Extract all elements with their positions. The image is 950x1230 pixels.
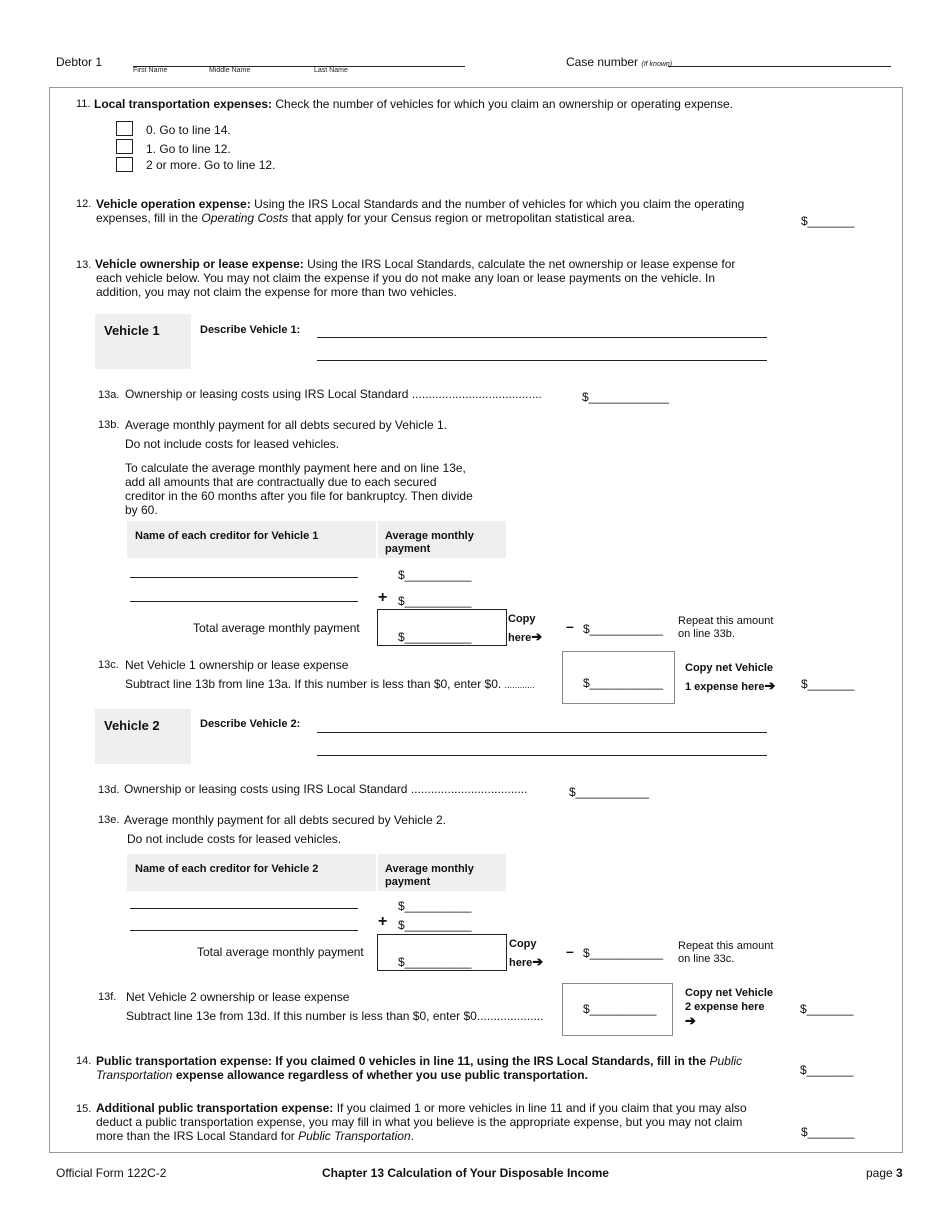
footer-title: Chapter 13 Calculation of Your Disposable Income	[322, 1166, 609, 1180]
checkbox-0-vehicles[interactable]	[116, 121, 133, 136]
line-13a-amount[interactable]: $____________	[582, 390, 669, 404]
total-label-v1: Total average monthly payment	[193, 621, 360, 635]
line-12-number: 12.	[76, 198, 92, 210]
line-13c-text: Net Vehicle 1 ownership or lease expense	[125, 658, 349, 672]
copy-net-v1-line2: 1 expense here➔	[685, 678, 776, 693]
right-arrow-icon: ➔	[531, 629, 543, 644]
describe-vehicle-2-label: Describe Vehicle 2:	[200, 718, 301, 730]
total-amount-v1[interactable]: $__________	[398, 630, 472, 644]
creditor-1-v2-amount[interactable]: $__________	[398, 899, 472, 913]
copy-label-v1: Copy	[508, 613, 536, 625]
debtor-name-field[interactable]	[133, 66, 465, 67]
first-name-caption: First Name	[133, 67, 168, 74]
line-15-text-a: Additional public transportation expense: If you claimed 1 or more vehicles in line 11 and if you claim that you may also	[96, 1101, 747, 1115]
vehicle-1-final-amount[interactable]: $_______	[801, 677, 855, 691]
copy-label-v2: Copy	[509, 938, 537, 950]
describe-vehicle-1-line-2[interactable]	[317, 360, 767, 361]
payment-column-header-v1-line2: payment	[385, 543, 431, 555]
creditor-2-v1-amount[interactable]: $__________	[398, 594, 472, 608]
minus-sign-v1: –	[566, 618, 574, 634]
checkbox-2-or-more-vehicles[interactable]	[116, 157, 133, 172]
right-arrow-icon: ➔	[685, 1013, 696, 1028]
calc-instruction-4: by 60.	[125, 503, 158, 517]
creditor-column-header-v1: Name of each creditor for Vehicle 1	[135, 530, 319, 542]
checkbox-1-vehicle[interactable]	[116, 139, 133, 154]
line-14-number: 14.	[76, 1055, 92, 1067]
payment-column-header-v2-line1: Average monthly	[385, 863, 474, 875]
line-11-text: Local transportation expenses: Check the number of vehicles for which you claim an ownership or operating expense.	[94, 97, 733, 111]
right-arrow-icon: ➔	[532, 954, 544, 969]
last-name-caption: Last Name	[314, 67, 348, 74]
repeat-text-v2-line1: Repeat this amount	[678, 940, 774, 952]
describe-vehicle-2-line-2[interactable]	[317, 755, 767, 756]
line-12-text-b: expenses, fill in the Operating Costs that apply for your Census region or metropolitan statistical area.	[96, 211, 635, 225]
calc-instruction-2: add all amounts that are contractually due to each secured	[125, 475, 437, 489]
line-12-amount[interactable]: $_______	[801, 214, 855, 228]
creditor-1-v2-field[interactable]	[130, 908, 358, 909]
line-13b-number: 13b.	[98, 419, 120, 431]
line-13c-number: 13c.	[98, 659, 119, 671]
total-label-v2: Total average monthly payment	[197, 945, 364, 959]
minus-amount-v2[interactable]: $___________	[583, 946, 664, 960]
copy-net-v2-line2: 2 expense here	[685, 1001, 765, 1013]
creditor-2-v1-field[interactable]	[130, 601, 358, 602]
line-13e-text: Average monthly payment for all debts secured by Vehicle 2.	[124, 813, 446, 827]
creditor-2-v2-amount[interactable]: $__________	[398, 918, 472, 932]
payment-column-header-v2-line2: payment	[385, 876, 431, 888]
describe-vehicle-1-line-1[interactable]	[317, 337, 767, 338]
minus-amount-v1[interactable]: $___________	[583, 622, 664, 636]
repeat-text-v1-line1: Repeat this amount	[678, 615, 774, 627]
creditor-column-header-v2: Name of each creditor for Vehicle 2	[135, 863, 319, 875]
minus-sign-v2: –	[566, 943, 574, 959]
repeat-text-v1-line2: on line 33b.	[678, 628, 735, 640]
option-2-label: 2 or more. Go to line 12.	[146, 158, 276, 172]
line-15-number: 15.	[76, 1103, 92, 1115]
creditor-1-v1-field[interactable]	[130, 577, 358, 578]
net-amount-v2[interactable]: $__________	[583, 1002, 657, 1016]
line-13e-note: Do not include costs for leased vehicles.	[127, 832, 342, 846]
plus-sign-v2: +	[378, 913, 388, 930]
line-13e-number: 13e.	[98, 814, 120, 826]
vehicle-2-final-amount[interactable]: $_______	[800, 1002, 854, 1016]
line-13b-note: Do not include costs for leased vehicles.	[125, 437, 340, 451]
line-13f-sub: Subtract line 13e from 13d. If this number is less than $0, enter $0....................	[126, 1009, 544, 1023]
plus-sign-v1: +	[378, 589, 388, 606]
line-13c-sub: Subtract line 13b from line 13a. If this number is less than $0, enter $0. ............	[125, 677, 535, 691]
line-14-text-b: Transportation expense allowance regardless of whether you use public transportation.	[96, 1068, 588, 1082]
line-13-number: 13.	[76, 259, 92, 271]
vehicle-2-label: Vehicle 2	[104, 718, 160, 733]
footer-form-name: Official Form 122C-2	[56, 1166, 167, 1180]
option-1-label: 1. Go to line 12.	[146, 142, 231, 156]
debtor-label: Debtor 1	[56, 55, 103, 69]
line-13a-number: 13a.	[98, 389, 120, 401]
calc-instruction-3: creditor in the 60 months after you file for bankruptcy. Then divide	[125, 489, 473, 503]
line-13b-text: Average monthly payment for all debts secured by Vehicle 1.	[125, 418, 447, 432]
line-13a-text: Ownership or leasing costs using IRS Local Standard .......................................	[125, 387, 542, 401]
line-13d-number: 13d.	[98, 784, 120, 796]
total-amount-v2[interactable]: $__________	[398, 955, 472, 969]
line-14-amount[interactable]: $_______	[800, 1063, 854, 1077]
case-number-label: Case number (If known)	[566, 55, 673, 69]
option-0-label: 0. Go to line 14.	[146, 123, 231, 137]
repeat-text-v2-line2: on line 33c.	[678, 953, 735, 965]
line-13f-number: 13f.	[98, 991, 117, 1003]
copy-net-v2-line1: Copy net Vehicle	[685, 987, 774, 999]
line-12-text-a: Vehicle operation expense: Using the IRS Local Standards and the number of vehicles for which you claim the operating	[96, 197, 745, 211]
describe-vehicle-1-label: Describe Vehicle 1:	[200, 324, 301, 336]
line-13f-text: Net Vehicle 2 ownership or lease expense	[126, 990, 350, 1004]
copy-here-v1: here➔	[508, 629, 543, 644]
line-15-text-c: more than the IRS Local Standard for Public Transportation.	[96, 1129, 414, 1143]
line-13d-amount[interactable]: $___________	[569, 785, 650, 799]
creditor-1-v1-amount[interactable]: $__________	[398, 568, 472, 582]
creditor-2-v2-field[interactable]	[130, 930, 358, 931]
line-14-text-a: Public transportation expense: If you claimed 0 vehicles in line 11, using the IRS Local Standards, fill in the Public	[96, 1054, 743, 1068]
footer-page: page 3	[866, 1166, 903, 1180]
middle-name-caption: Middle Name	[209, 67, 251, 74]
right-arrow-icon: ➔	[764, 678, 776, 693]
copy-net-v1-line1: Copy net Vehicle	[685, 662, 774, 674]
net-amount-v1[interactable]: $___________	[583, 676, 664, 690]
line-13-text-b: each vehicle below. You may not claim the expense if you do not make any loan or lease payments on the vehicle. In	[96, 271, 716, 285]
line-15-amount[interactable]: $_______	[801, 1125, 855, 1139]
line-13-text-a: Vehicle ownership or lease expense: Using the IRS Local Standards, calculate the net ownership or lease expense for	[95, 257, 736, 271]
line-13-text-c: addition, you may not claim the expense for more than two vehicles.	[96, 285, 457, 299]
line-15-text-b: deduct a public transportation expense, you may fill in what you believe is the appropriate expense, but you may not claim	[96, 1115, 743, 1129]
vehicle-1-label: Vehicle 1	[104, 323, 160, 338]
case-number-field[interactable]	[668, 66, 891, 67]
describe-vehicle-2-line-1[interactable]	[317, 732, 767, 733]
payment-column-header-v1-line1: Average monthly	[385, 530, 474, 542]
copy-here-v2: here➔	[509, 954, 544, 969]
calc-instruction-1: To calculate the average monthly payment here and on line 13e,	[125, 461, 466, 475]
line-13d-text: Ownership or leasing costs using IRS Local Standard ...................................	[124, 782, 528, 796]
line-11-number: 11.	[76, 98, 91, 110]
